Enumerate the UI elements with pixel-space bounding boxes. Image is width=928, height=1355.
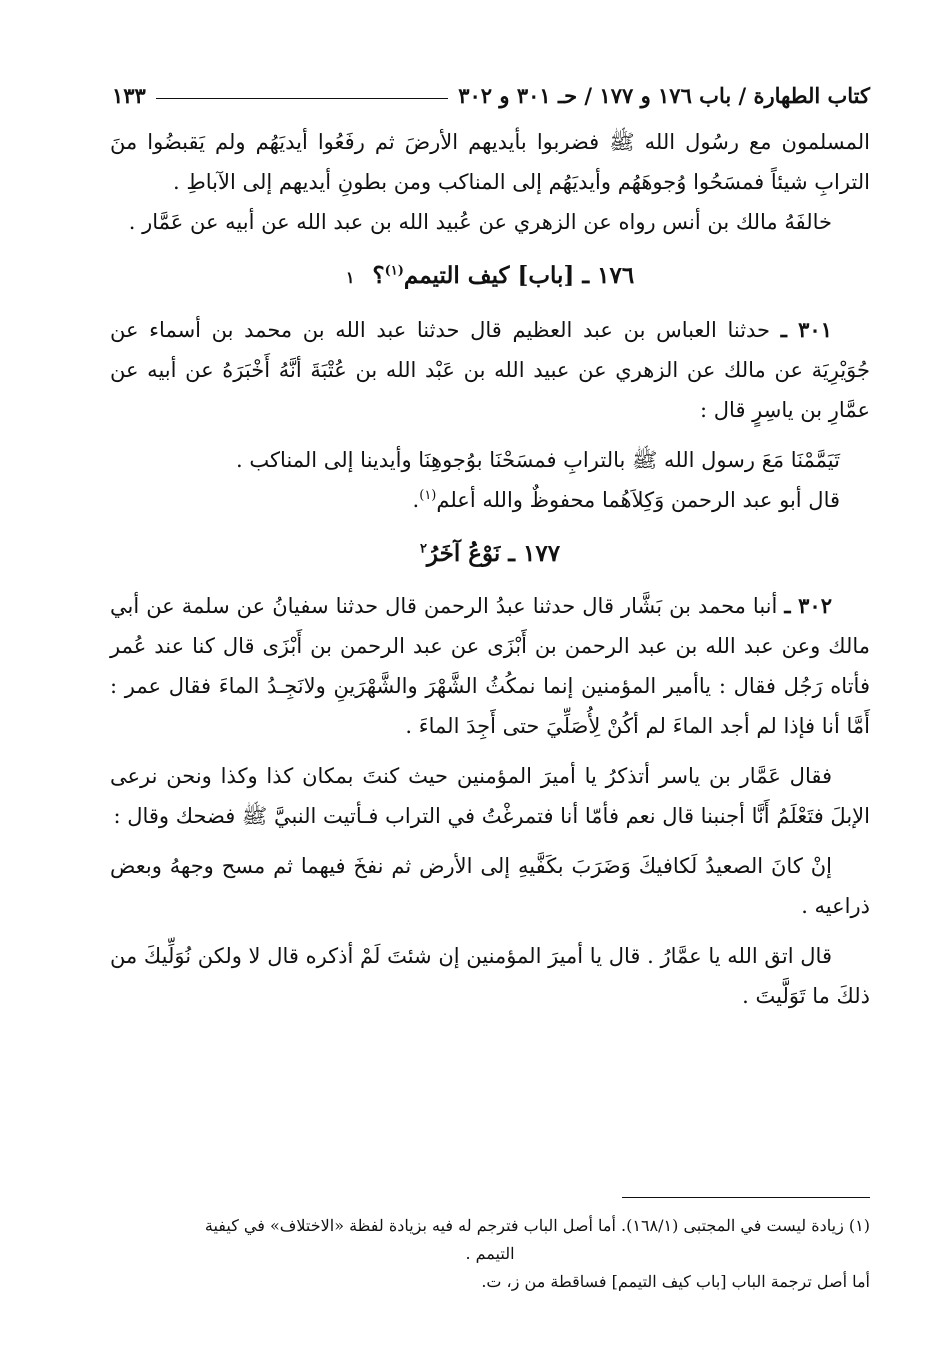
hadith-301 — [110, 310, 870, 430]
footnote-1-continuation: التيمم . — [465, 1244, 515, 1263]
heading-text: ١٧٦ ـ [باب] كيف التيمم — [403, 262, 635, 289]
hadith-number: ٣٠٢ ـ — [784, 593, 832, 618]
hadith-302 — [110, 586, 870, 746]
heading-text: ١٧٧ ـ نَوْعُ آخَرُ — [426, 540, 561, 567]
note-end: . — [412, 488, 420, 512]
paragraph: قال اتق الله يا عمَّارُ . قال يا أميرَ المؤمنين إن شئتَ لَمْ أذكره قال لا ولكن نُوَلِّيكَ من ذلكَ ما تَوَلَّيتَ . — [110, 944, 870, 1008]
chapter-heading-176 — [110, 256, 870, 298]
note-text: قال أبو عبد الرحمن وَكِلاَهُما محفوظٌ والله أعلم — [436, 488, 840, 512]
hadith-text: أنبا محمد بن بَشَّار قال حدثنا عبدُ الرحمن قال حدثنا سفيانُ عن سلمة عن أبي مالك وعن عبد الله بن عبد الرحمن بن أَبْزَى عن عبد الرحمن بن أَبْزَى قال كنا عند عُمر فأتاه رَجُل فقال : ياأمير المؤمنين إنما نمكُثُ الشَّهْرَ والشَّهْرَينِ ولانَجِـدُ الماءَ فقال عمر : أَمَّا أنا فإذا لم أجد الماءَ لم أكُنْ لِأُصَلِّيَ حتى أَجِدَ الماءَ . — [110, 594, 870, 738]
header-rule — [156, 98, 448, 99]
footnote-separator — [622, 1197, 870, 1198]
paragraph: المسلمون مع رسُول الله ﷺ فضربوا بأيديهم الأرضَ ثم رفَعُوا أيديَهُم ولم يَقبضُوا منَ الترابِ شيئاً فمسَحُوا وُجوهَهُم وأيديَهُم إلى المناكب ومن بطونِ أيديهم إلى الآباطِ . — [110, 130, 870, 194]
header-title: كتاب الطهارة / باب ١٧٦ و ١٧٧ / حـ ٣٠١ و ٣٠٢ — [458, 83, 870, 108]
hadith-quote: تَيَمَّمْنَا مَعَ رسول الله ﷺ بالترابِ فمسَحْنَا بوُجوهِنَا وأيدينا إلى المناكب . — [236, 448, 840, 472]
hadith-number: ٣٠١ ـ — [780, 317, 832, 342]
paragraph: فقال عَمَّار بن ياسر أتذكرُ يا أميرَ المؤمنين حيث كنتَ بمكان كذا وكذا ونحن نرعى الإبلَ فتَعْلَمُ أَنَّا أجنبنا قال نعم فأمّا أنا فتمرغْتُ في التراب فـأتيت النبيَّ ﷺ فضحك وقال : — [110, 764, 870, 828]
main-text — [110, 122, 870, 1016]
footnote-1: (١) زيادة ليست في المجتبى (١٦٨/١). أما أصل الباب فترجم له فيه بزيادة لفظة «الاختلاف» في كيفية — [204, 1216, 870, 1235]
page-number: ١٣٣ — [112, 83, 146, 108]
footnote-marker: (١) — [384, 263, 404, 279]
hadith-text: حدثنا العباس بن عبد العظيم قال حدثنا عبد الله بن محمد بن أسماء عن جُوَيْرِيَة عن مالك عن الزهري عن عبيد الله بن عَبْد الله بن عُتْبَةَ أنَّهُ أَخْبَرَهُ عن أبيه عن عمَّارِ بن ياسِرٍ قال : — [110, 318, 870, 422]
running-header — [112, 68, 870, 108]
heading-question-mark: ؟ — [372, 262, 385, 289]
footnote-2: أما أصل ترجمة الباب [باب كيف التيمم] فساقطة من ز، ت. — [481, 1272, 870, 1291]
hadith-note — [110, 480, 870, 520]
chapter-heading-177 — [110, 534, 870, 574]
footnote-marker: (١) — [419, 488, 437, 503]
margin-marker: ١ — [345, 268, 355, 287]
paragraph: خالفَهُ مالك بن أنس رواه عن الزهري عن عُبيد الله بن عبد الله عن أبيه عن عَمَّار . — [128, 210, 832, 234]
margin-marker: ٢ — [419, 541, 427, 557]
paragraph: إنْ كانَ الصعيدُ لَكافيكَ وَضَرَبَ بكَفَّيهِ إلى الأرض ثم نفخَ فيهما ثم مسح وجههُ وبعض ذراعيه . — [110, 854, 870, 918]
footnotes — [110, 1212, 870, 1296]
